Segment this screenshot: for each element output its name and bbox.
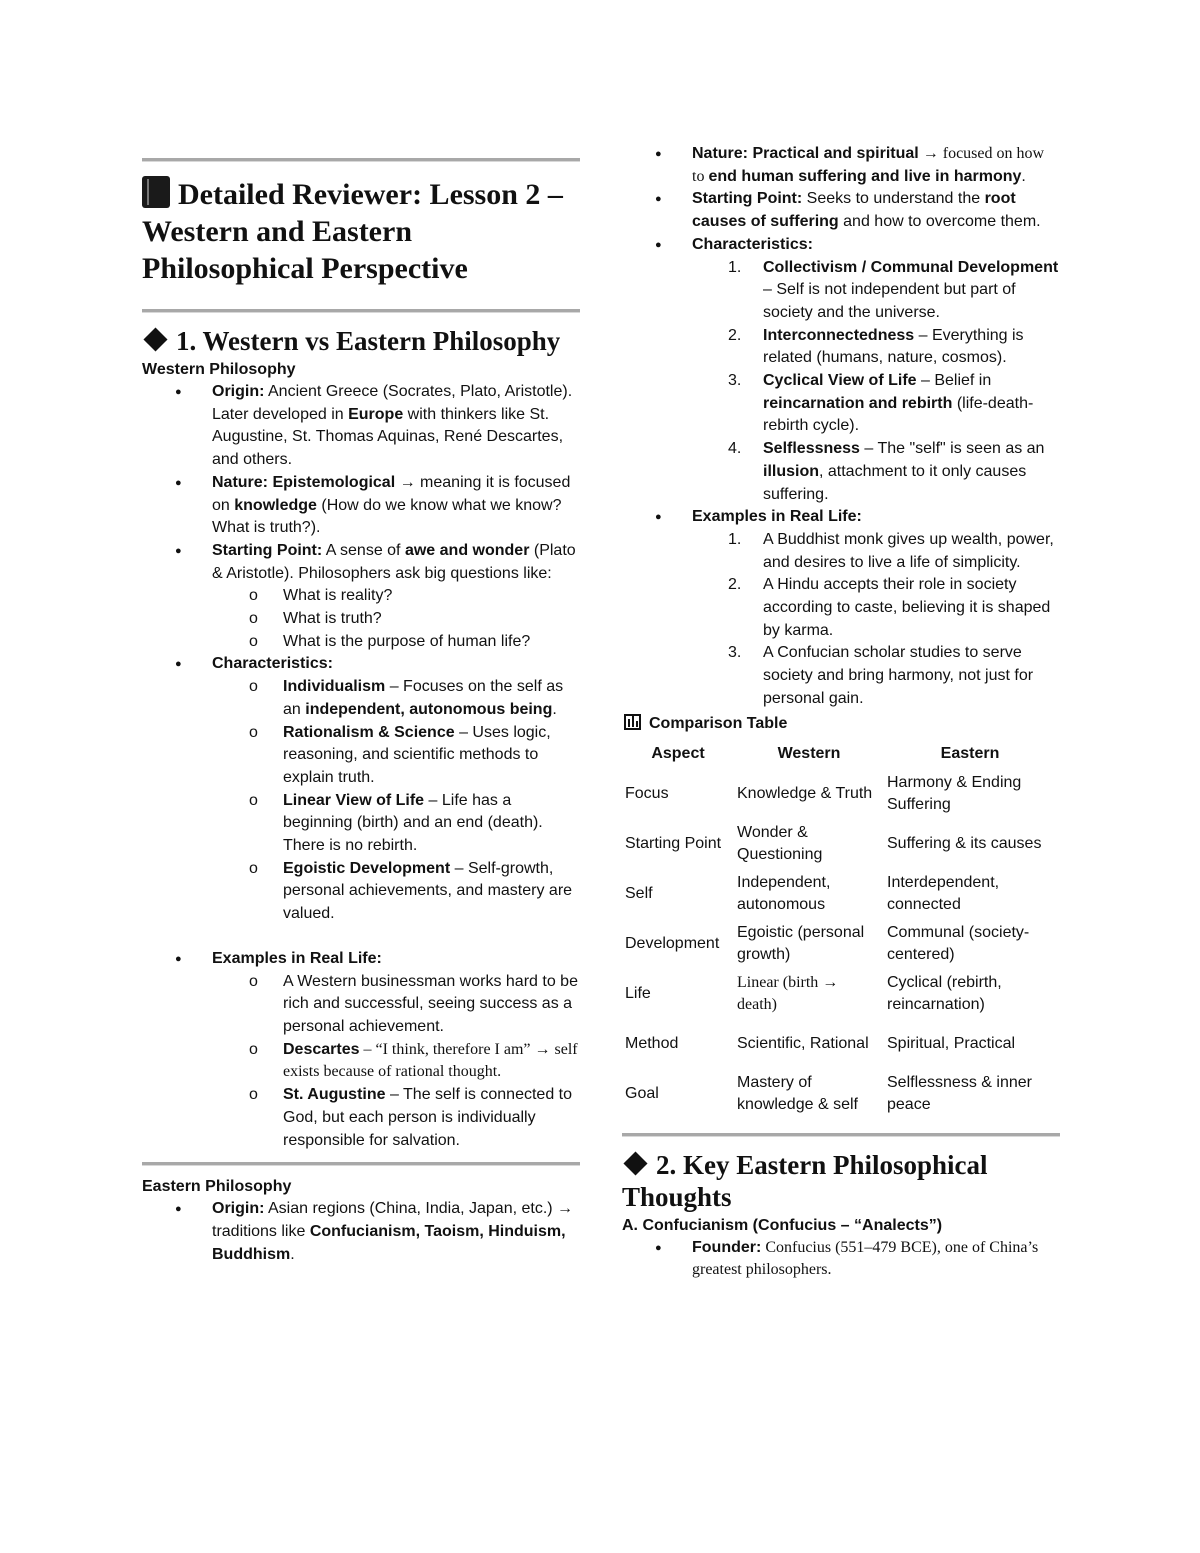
table-cell: Scientific, Rational: [737, 1034, 869, 1052]
comparison-table-title: Comparison Table: [622, 713, 1060, 735]
list-item: ● Examples in Real Life: 1. A Buddhist monk gives up wealth, power, and desires to live a life of simplicity. 2. A Hindu accepts their role in society according to caste, believing it is shaped by karma. 3. A Confucian scholar studies to serve society and bring harmony, not just for personal gain.: [622, 506, 1060, 710]
list-item: o A Western businessman works hard to be rich and successful, seeing success as a personal achievement.: [142, 971, 580, 1039]
table-cell: Communal (society-centered): [887, 923, 1030, 963]
table-cell: Suffering & its causes: [887, 834, 1042, 852]
table-cell: Linear (birth → death): [737, 973, 839, 1013]
left-column: [142, 140, 580, 1266]
list-item: o What is reality?: [142, 585, 580, 608]
book-icon: [142, 176, 170, 208]
list-item: o Rationalism & Science – Uses logic, reasoning, and scientific methods to explain truth.: [142, 722, 580, 790]
list-item: 1. A Buddhist monk gives up wealth, power, and desires to live a life of simplicity.: [728, 530, 1054, 571]
eastern-list: [622, 143, 1060, 711]
table-cell: Spiritual, Practical: [887, 1034, 1016, 1052]
list-item: ● Characteristics: o Individualism – Focuses on the self as an independent, autonomous being. o Rationalism & Science – Uses logic, reasoning, and scientific methods to explain truth. o Linear View of Life – Life has a beginning (birth) and an end (death). There is no rebirth. o Egoistic Development – Self-growth, personal achievements, and mastery are valued.: [142, 653, 580, 947]
list-item: ● Origin: Asian regions (China, India, Japan, etc.) → traditions like Confucianism, Taoism, Hinduism, Buddhism.: [142, 1198, 580, 1266]
examples-list: [212, 971, 580, 1153]
confucianism-label: A. Confucianism (Confucius – “Analects”): [622, 1216, 943, 1234]
list-item: 2. Interconnectedness – Everything is related (humans, nature, cosmos).: [728, 326, 1024, 367]
confucianism-list: [622, 1237, 1060, 1282]
table-cell: Self: [625, 884, 653, 902]
characteristics-list: [212, 676, 580, 926]
eastern-examples-list: [692, 529, 1060, 711]
list-item: o What is truth?: [142, 608, 580, 631]
table-cell: Life: [625, 984, 651, 1002]
western-label: Western Philosophy: [142, 361, 296, 378]
table-header: Aspect: [651, 744, 705, 762]
table-cell: Interdependent, connected: [887, 873, 1000, 913]
table-header-row: [622, 739, 1056, 769]
list-item: ● Origin: Ancient Greece (Socrates, Plato, Aristotle). Later developed in Europe with thinkers like St. Augustine, St. Thomas Aquinas, René Descartes, and others.: [142, 381, 580, 472]
page-title-text: Detailed Reviewer: Lesson 2 – Western and Eastern Philosophical Perspective: [142, 178, 563, 285]
list-item: 3. Cyclical View of Life – Belief in reincarnation and rebirth (life-death-rebirth cycle).: [728, 372, 1034, 435]
list-item: 3. A Confucian scholar studies to serve society and bring harmony, not just for personal gain.: [728, 644, 1034, 707]
table-cell: Wonder & Questioning: [737, 823, 823, 863]
table-cell: Goal: [625, 1084, 659, 1102]
question-list: [212, 585, 580, 653]
table-row: [622, 769, 1056, 819]
table-row: [622, 1019, 1056, 1069]
table-row: [622, 869, 1056, 919]
list-item: ● Nature: Epistemological → meaning it is focused on knowledge (How do we know what we know? What is truth?).: [142, 472, 580, 540]
comparison-table: [622, 739, 1056, 1119]
list-item: ● Founder: Confucius (551–479 BCE), one of China’s greatest philosophers.: [622, 1237, 1060, 1282]
list-item: o Linear View of Life – Life has a beginning (birth) and an end (death). There is no rebirth.: [142, 790, 580, 858]
right-column: [622, 143, 1060, 1282]
list-item: o St. Augustine – The self is connected to God, but each person is individually responsible for salvation.: [142, 1084, 580, 1152]
table-cell: Harmony & Ending Suffering: [887, 773, 1022, 813]
table-row: [622, 1069, 1056, 1119]
diamond-icon: [143, 327, 167, 351]
table-row: [622, 969, 1056, 1019]
list-item: 1. Collectivism / Communal Development – Self is not independent but part of society and the universe.: [728, 258, 1059, 321]
list-item: ● Starting Point: Seeks to understand the root causes of suffering and how to overcome them.: [622, 188, 1060, 233]
table-header: Eastern: [940, 744, 1000, 762]
table-cell: Selflessness & inner peace: [887, 1073, 1032, 1113]
list-item: 2. A Hindu accepts their role in society according to caste, believing it is shaped by karma.: [728, 576, 1051, 639]
western-list: [142, 381, 580, 1152]
divider: [142, 158, 580, 162]
table-cell: Starting Point: [625, 834, 722, 852]
section1-heading: 1. Western vs Eastern Philosophy: [142, 325, 580, 357]
table-cell: Knowledge & Truth: [737, 784, 873, 802]
table-cell: Egoistic (personal growth): [737, 923, 865, 963]
table-cell: Independent, autonomous: [737, 873, 831, 913]
list-item: ● Starting Point: A sense of awe and wonder (Plato & Aristotle). Philosophers ask big questions like: o What is reality? o What is truth? o What is the purpose of human life?: [142, 540, 580, 654]
list-item: 4. Selflessness – The "self" is seen as an illusion, attachment to it only causes suffering.: [728, 440, 1045, 503]
eastern-label: Eastern Philosophy: [142, 1178, 292, 1196]
page-title: [142, 176, 580, 287]
list-item: o Descartes – “I think, therefore I am” → self exists because of rational thought.: [142, 1039, 580, 1084]
diamond-icon: [623, 1151, 647, 1175]
list-item: o Egoistic Development – Self-growth, personal achievements, and mastery are valued.: [142, 858, 580, 926]
list-item: o What is the purpose of human life?: [142, 631, 580, 654]
eastern-list-top: [142, 1198, 580, 1266]
divider: [622, 1133, 1060, 1137]
section2-heading: 2. Key Eastern Philosophical Thoughts: [622, 1149, 988, 1212]
list-item: ● Nature: Practical and spiritual → focused on how to end human suffering and live in harmony.: [622, 143, 1060, 188]
divider: [142, 309, 580, 313]
table-cell: Focus: [625, 784, 669, 802]
table-row: [622, 919, 1056, 969]
list-item: ● Examples in Real Life: o A Western businessman works hard to be rich and successful, seeing success as a personal achievement. o Descartes – “I think, therefore I am” → self exists because of rational thought. o St. Augustine – The self is connected to God, but each person is individually responsible for salvation.: [142, 948, 580, 1152]
eastern-characteristics-list: [692, 257, 1060, 507]
list-item: ● Characteristics: 1. Collectivism / Communal Development – Self is not independent but part of society and the universe. 2. Interconnectedness – Everything is related (humans, nature, cosmos). 3. Cyclical View of Life – Belief in reincarnation and rebirth (life-death-rebirth cycle). 4. Selflessness – The "self" is seen as an illusion, attachment to it only causes suffering.: [622, 234, 1060, 506]
table-cell: Mastery of knowledge & self: [737, 1073, 858, 1113]
table-header: Western: [777, 744, 841, 762]
list-item: o Individualism – Focuses on the self as an independent, autonomous being.: [142, 676, 580, 721]
table-cell: Method: [625, 1034, 679, 1052]
bar-chart-icon: [624, 714, 641, 730]
divider: [142, 1162, 580, 1166]
table-cell: Cyclical (rebirth, reincarnation): [887, 973, 1002, 1013]
table-cell: Development: [625, 934, 720, 952]
table-row: [622, 819, 1056, 869]
